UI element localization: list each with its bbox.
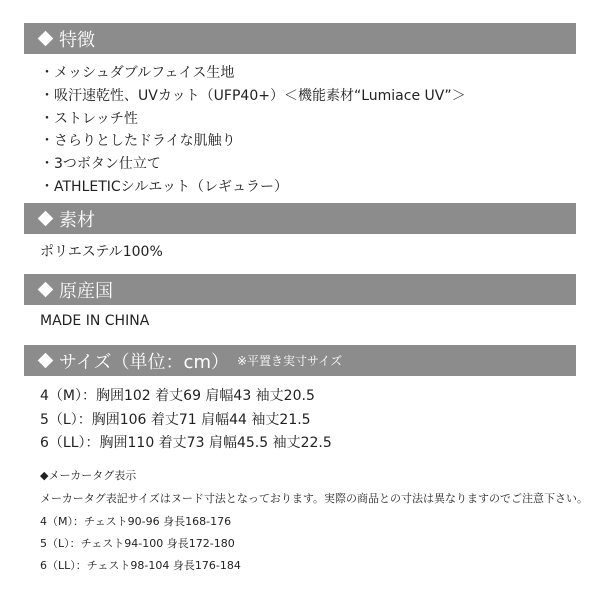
diamond-icon: [38, 31, 54, 47]
feature-item: ・メッシュダブルフェイス生地: [40, 65, 235, 81]
diamond-icon: [38, 353, 54, 369]
maker-tag-row: 6（LL）：チェスト98-104 身長176-184: [40, 559, 241, 572]
size-header: [24, 345, 576, 376]
origin-value: MADE IN CHINA: [40, 313, 150, 329]
features-header: [24, 23, 576, 54]
size-row: 6（LL）：胸囲110 着丈73 肩幅45.5 袖丈22.5: [40, 435, 332, 451]
features-title: 特徴: [59, 29, 95, 51]
diamond-icon: [38, 211, 54, 227]
material-header: [24, 203, 576, 234]
size-row: 5（L）：胸囲106 着丈71 肩幅44 袖丈21.5: [40, 412, 311, 428]
diamond-icon: [38, 282, 54, 298]
feature-item: ・3つボタン仕立て: [40, 156, 161, 172]
feature-item: ・ATHLETICシルエット（レギュラー）: [40, 179, 289, 195]
feature-item: ・ストレッチ性: [40, 111, 138, 127]
material-value: ポリエステル100%: [40, 244, 163, 260]
origin-title: 原産国: [59, 280, 113, 302]
feature-item: ・吸汗速乾性、UVカット（UFP40+）＜機能素材“Lumiace UV”＞: [40, 88, 466, 104]
maker-tag-description: メーカータグ表記サイズはヌード寸法となっております。実際の商品との寸法は異なりますのでご注意下さい。: [40, 492, 589, 505]
maker-tag-title: ◆メーカータグ表示: [40, 469, 137, 482]
maker-tag-row: 5（L）：チェスト94-100 身長172-180: [40, 537, 235, 550]
material-title: 素材: [59, 209, 95, 231]
size-title: サイズ（単位：cm）: [59, 351, 229, 373]
size-row: 4（M）：胸囲102 着丈69 肩幅43 袖丈20.5: [40, 388, 315, 404]
maker-tag-row: 4（M）：チェスト90-96 身長168-176: [40, 515, 232, 528]
origin-header: [24, 274, 576, 305]
feature-item: ・さらりとしたドライな肌触り: [40, 133, 236, 149]
size-note: ※平置き実寸サイズ: [237, 354, 343, 368]
